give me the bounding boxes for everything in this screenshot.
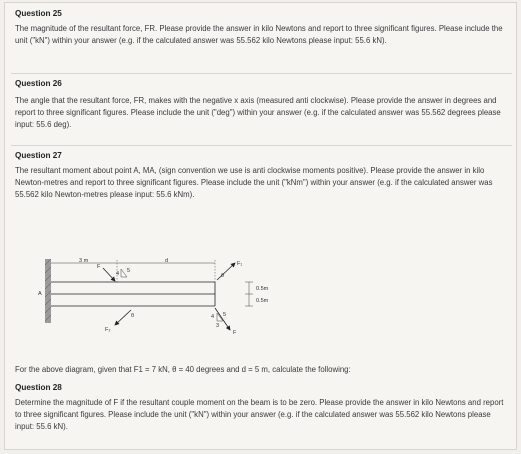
triangle-top-5: 5: [127, 268, 131, 274]
angle-theta-right-label: θ: [221, 273, 225, 279]
force-f-bottom-label: F: [233, 330, 237, 336]
dimension-05-top-label: 0.5m: [256, 286, 269, 292]
triangle-bottom-3: 3: [216, 323, 220, 329]
divider: [11, 73, 512, 74]
question-panel: [4, 2, 517, 450]
question-25-body: The magnitude of the resultant force, FR. Please provide the answer in kilo Newtons and report to three significant figures. Please include the unit ("kN") within your answer (e.g. if the calculated answer was 55.562 kilo Newtons please input: 55.6 kN).: [15, 24, 503, 45]
force-f1-arrow: [217, 263, 235, 280]
question-27-body: The resultant moment about point A, MA, (sign convention we use is anti clockwise moments positive). Please provide the answer in kilo Newton-metres and report to three significant figures. Please include the unit ("kNm") within your answer (e.g. if the calculated answer was 55.562 kilo Newton-metres please input: 55.6 kNm).: [15, 166, 493, 199]
question-26-body: The angle that the resultant force, FR, makes with the negative x axis (measured anti clockwise). Please provide the answer in degrees and report to three significant figures. Please include the unit ("deg") within your answer (e.g. if the calculated answer was 55.562 degrees please input: 55.6 deg).: [15, 96, 501, 129]
given-values-body: For the above diagram, given that F1 = 7 kN, θ = 40 degrees and d = 5 m, calculate the following:: [15, 365, 351, 374]
force-f-top-label: F: [97, 264, 101, 270]
given-values-text: [15, 364, 508, 376]
angle-theta-bottom-label: θ: [131, 313, 135, 319]
triangle-top-4: 4: [116, 271, 120, 277]
force-f-top-arrow: [103, 268, 115, 281]
triangle-bottom-4: 4: [211, 314, 215, 320]
beam-diagram-svg: [35, 255, 285, 347]
point-a-label: A: [38, 291, 42, 297]
question-27-text: [15, 165, 508, 201]
question-26-text: [15, 95, 508, 131]
question-28-text: [15, 397, 508, 433]
dimension-d-label: d: [165, 258, 169, 264]
dimension-3m-label: 3 m: [79, 258, 89, 264]
force-f2-arrow: [115, 310, 131, 325]
beam-diagram: [35, 255, 285, 347]
triangle-bottom-5: 5: [223, 312, 227, 318]
force-f1-label: F₁: [237, 261, 243, 267]
question-25-heading: Question 25: [15, 9, 62, 18]
question-28-body: Determine the magnitude of F if the resultant couple moment on the beam is to be zero. Please provide the answer in kilo Newtons and report to three significant figures. Please include the unit ("kN") within your answer (e.g. if the calculated answer was 55.562 kilo Newtons please input: 55.6 kN).: [15, 398, 504, 431]
question-27-heading: Question 27: [15, 151, 62, 160]
force-f2-label: F₂: [105, 327, 111, 333]
dimension-05-bottom-label: 0.5m: [256, 298, 269, 304]
divider: [11, 145, 512, 146]
question-28-heading: Question 28: [15, 383, 62, 392]
question-25-text: [15, 23, 508, 47]
question-26-heading: Question 26: [15, 79, 62, 88]
wall-support: [45, 259, 51, 323]
